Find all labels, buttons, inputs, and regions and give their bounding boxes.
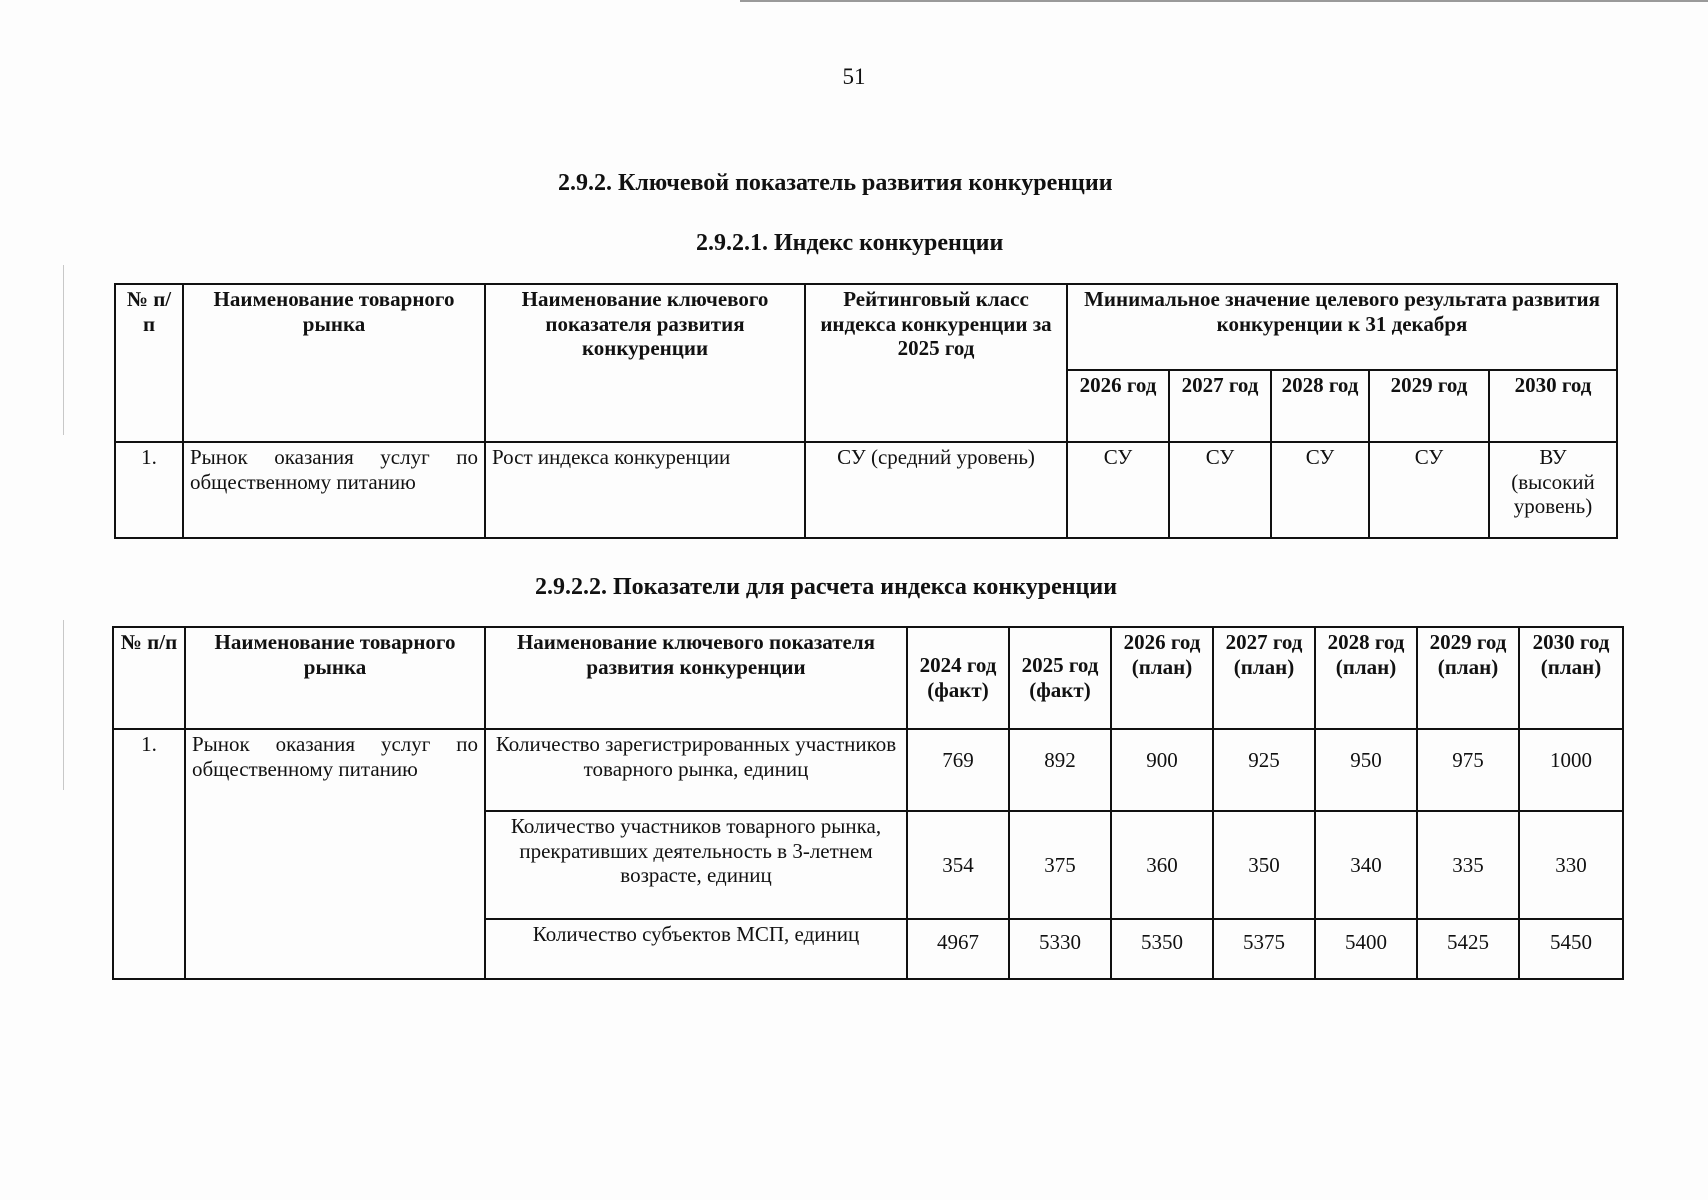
indicator-value: 769 [907, 729, 1009, 811]
indicator-value: 925 [1213, 729, 1315, 811]
indicator-value: 5330 [1009, 919, 1111, 979]
header-num: № п/п [115, 284, 183, 442]
indicator-value: 360 [1111, 811, 1213, 919]
indicator-value: 5350 [1111, 919, 1213, 979]
indicator-value: 340 [1315, 811, 1417, 919]
indicator-value: 900 [1111, 729, 1213, 811]
header-indicator: Наименование ключевого показателя развития конкуренции [485, 284, 805, 442]
indicator-name: Количество зарегистрированных участников товарного рынка, единиц [485, 729, 907, 811]
target-value: ВУ (высокий уровень) [1489, 442, 1617, 538]
index-indicators-table [112, 626, 1624, 980]
row-num: 1. [113, 729, 185, 979]
header-year: 2024 год (факт) [907, 627, 1009, 729]
indicator-name: Количество участников товарного рынка, прекративших деятельность в 3-летнем возрасте, единиц [485, 811, 907, 919]
header-market: Наименование товарного рынка [185, 627, 485, 729]
indicator-value: 375 [1009, 811, 1111, 919]
header-year: 2026 год [1067, 370, 1169, 442]
indicator-value: 5450 [1519, 919, 1623, 979]
indicator-value: 4967 [907, 919, 1009, 979]
indicator-value: 330 [1519, 811, 1623, 919]
row-num: 1. [115, 442, 183, 538]
market-name: Рынок оказания услуг по общественному питанию [183, 442, 485, 538]
header-market: Наименование товарного рынка [183, 284, 485, 442]
indicator-value: 950 [1315, 729, 1417, 811]
header-rating-class: Рейтинговый класс индекса конкуренции за 2025 год [805, 284, 1067, 442]
table-row [113, 729, 1623, 811]
indicator-value: 5400 [1315, 919, 1417, 979]
scan-artifact-line [63, 620, 64, 790]
subsection-title-competition-index: 2.9.2.1. Индекс конкуренции [696, 230, 1004, 256]
header-year: 2029 год (план) [1417, 627, 1519, 729]
header-indicator: Наименование ключевого показателя развития конкуренции [485, 627, 907, 729]
header-year: 2025 год (факт) [1009, 627, 1111, 729]
indicator-value: 1000 [1519, 729, 1623, 811]
indicator-value: 354 [907, 811, 1009, 919]
indicator-value: 5425 [1417, 919, 1519, 979]
subsection-title-index-indicators: 2.9.2.2. Показатели для расчета индекса конкуренции [535, 574, 1118, 600]
page-number: 51 [842, 64, 866, 89]
section-title: 2.9.2. Ключевой показатель развития конкуренции [558, 170, 1113, 196]
header-year: 2030 год (план) [1519, 627, 1623, 729]
scan-artifact-line [63, 265, 64, 435]
header-year: 2030 год [1489, 370, 1617, 442]
target-value: СУ [1271, 442, 1369, 538]
scan-artifact-line [740, 0, 1708, 2]
target-value: СУ [1369, 442, 1489, 538]
target-value: СУ [1067, 442, 1169, 538]
indicator-value: 5375 [1213, 919, 1315, 979]
header-year: 2028 год (план) [1315, 627, 1417, 729]
indicator-name: Количество субъектов МСП, единиц [485, 919, 907, 979]
indicator-value: 350 [1213, 811, 1315, 919]
header-year: 2027 год (план) [1213, 627, 1315, 729]
target-value: СУ [1169, 442, 1271, 538]
rating-class-value: СУ (средний уровень) [805, 442, 1067, 538]
header-year: 2028 год [1271, 370, 1369, 442]
competition-index-table [114, 283, 1618, 539]
header-year: 2027 год [1169, 370, 1271, 442]
market-name: Рынок оказания услуг по общественному питанию [185, 729, 485, 979]
header-year: 2026 год (план) [1111, 627, 1213, 729]
indicator-value: 335 [1417, 811, 1519, 919]
indicator-value: 975 [1417, 729, 1519, 811]
indicator-name: Рост индекса конкуренции [485, 442, 805, 538]
header-num: № п/п [113, 627, 185, 729]
indicator-value: 892 [1009, 729, 1111, 811]
header-year: 2029 год [1369, 370, 1489, 442]
header-min-target-value: Минимальное значение целевого результата развития конкуренции к 31 декабря [1067, 284, 1617, 370]
